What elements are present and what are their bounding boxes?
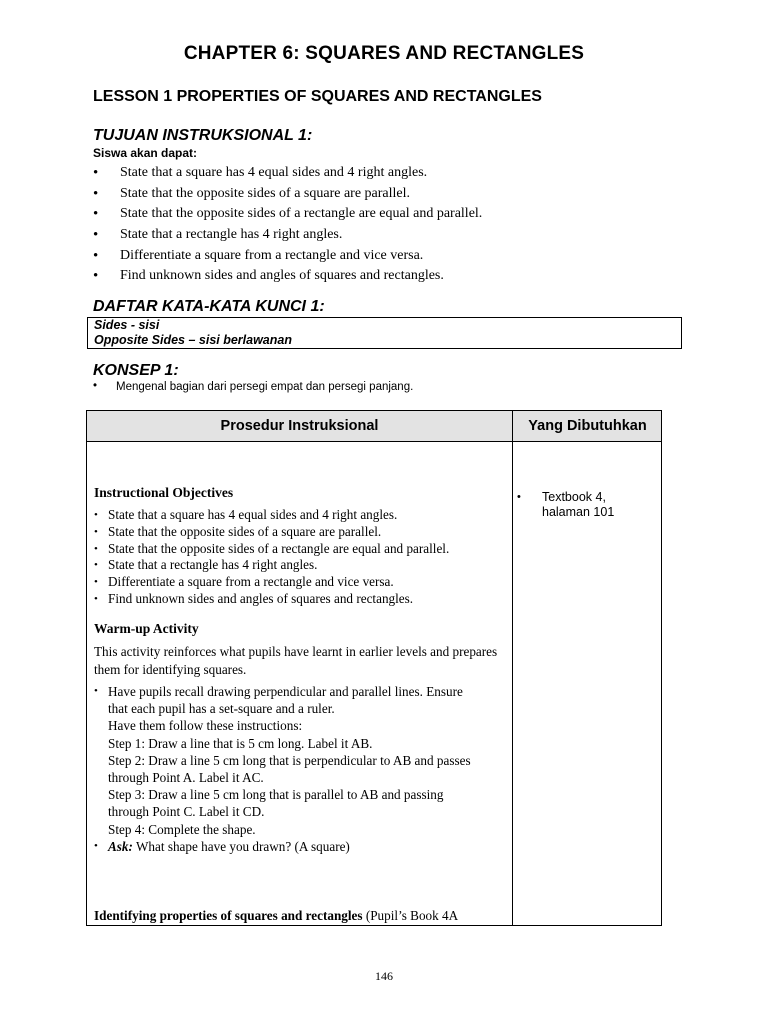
list-item <box>94 838 506 855</box>
list-item: • Find unknown sides and angles of squares and rectangles. <box>94 591 506 608</box>
konsep-heading: KONSEP 1: <box>93 362 179 379</box>
instruction-line: through Point C. Label it CD. <box>108 804 265 820</box>
konsep-item-text: Mengenal bagian dari persegi empat dan persegi panjang. <box>116 381 414 393</box>
bullet-icon: • <box>93 380 98 392</box>
instruction-line: Step 2: Draw a line 5 cm long that is perpendicular to AB and passes <box>108 752 471 768</box>
instructional-objectives-list <box>94 507 506 608</box>
warmup-instructions <box>94 683 506 855</box>
procedure-table <box>86 410 662 926</box>
objective-item: • State that the opposite sides of a rectangle are equal and parallel. <box>93 204 693 225</box>
konsep-item <box>93 381 413 393</box>
objective-item: • Differentiate a square from a rectangle and vice versa. <box>93 246 693 267</box>
instruction-line: Step 4: Complete the shape. <box>108 821 256 837</box>
instruction-line: Have pupils recall drawing perpendicular and parallel lines. Ensure <box>108 684 463 699</box>
objective-item: • State that the opposite sides of a square are parallel. <box>93 184 693 205</box>
instruction-line: Step 1: Draw a line that is 5 cm long. Label it AB. <box>108 735 373 751</box>
bullet-icon: • <box>517 491 521 503</box>
list-item: • State that the opposite sides of a square are parallel. <box>94 524 506 541</box>
objective-item: • State that a square has 4 equal sides and 4 right angles. <box>93 163 693 184</box>
siswa-label: Siswa akan dapat: <box>93 146 198 160</box>
instruction-line: Step 3: Draw a line 5 cm long that is parallel to AB and passing <box>108 787 444 803</box>
bullet-icon: • <box>94 839 98 852</box>
lesson-title: LESSON 1 PROPERTIES OF SQUARES AND RECTANGLES <box>93 88 542 105</box>
warmup-intro: This activity reinforces what pupils have learnt in earlier levels and prepares them for identifying squares. <box>94 644 498 677</box>
table-header-row <box>87 411 661 442</box>
identifying-reference: (Pupil’s Book 4A <box>362 908 459 923</box>
warmup-heading: Warm-up Activity <box>94 621 199 636</box>
objective-item: • State that a rectangle has 4 right angles. <box>93 225 693 246</box>
ask-label: Ask: <box>108 838 133 854</box>
objective-item: • Find unknown sides and angles of squares and rectangles. <box>93 266 693 287</box>
identifying-line <box>94 908 506 924</box>
instructional-objectives-heading: Instructional Objectives <box>94 485 234 500</box>
list-item: • State that the opposite sides of a rectangle are equal and parallel. <box>94 541 506 558</box>
list-item: • State that a square has 4 equal sides and 4 right angles. <box>94 507 506 524</box>
column-divider <box>512 411 513 925</box>
column-header-prosedur: Prosedur Instruksional <box>220 418 379 434</box>
bullet-icon: • <box>94 685 98 697</box>
list-item: • Differentiate a square from a rectangle and vice versa. <box>94 574 506 591</box>
instruction-line: that each pupil has a set-square and a ruler. <box>108 701 335 717</box>
chapter-title: CHAPTER 6: SQUARES AND RECTANGLES <box>183 43 585 64</box>
daftar-heading: DAFTAR KATA-KATA KUNCI 1: <box>93 298 325 315</box>
instruction-line: Have them follow these instructions: <box>108 718 303 734</box>
tujuan-heading: TUJUAN INSTRUKSIONAL 1: <box>93 127 313 144</box>
keyword-box <box>87 317 682 349</box>
requirement-item <box>517 490 657 520</box>
identifying-heading: Identifying properties of squares and rectangles <box>94 908 363 923</box>
column-header-dibutuhkan: Yang Dibutuhkan <box>528 418 647 434</box>
instruction-line: through Point A. Label it AC. <box>108 770 264 786</box>
keyword-term: Sides - sisi <box>94 318 160 332</box>
list-item: • State that a rectangle has 4 right angles. <box>94 557 506 574</box>
ask-text: What shape have you drawn? (A square) <box>132 838 350 854</box>
objectives-list <box>93 163 693 287</box>
requirement-text: Textbook 4, halaman 101 <box>542 490 615 519</box>
keyword-term: Opposite Sides – sisi berlawanan <box>94 332 292 347</box>
page-number: 146 <box>375 969 393 983</box>
list-item <box>94 683 506 700</box>
